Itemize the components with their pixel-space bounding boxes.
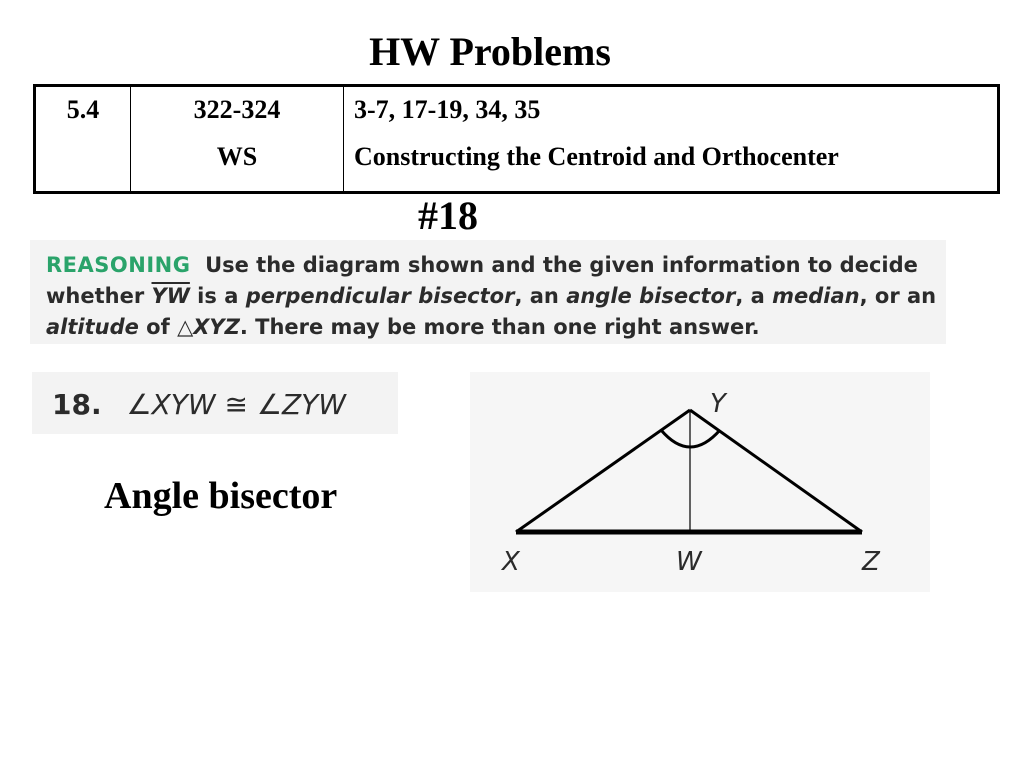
answer-text: Angle bisector [104,475,338,517]
exercise-number: 18. [52,388,102,421]
vertex-label-z: Z [862,547,880,577]
pages-cell [131,86,344,193]
term-altitude: altitude [46,315,139,339]
segment-name: $\overline{YW}$ [151,284,190,308]
reasoning-text: , an [514,284,567,308]
reasoning-text: Use the diagram shown and the given information to decide [205,253,918,277]
triangle-svg [470,372,930,592]
section-cell [35,86,131,193]
vertex-label-x: X [502,547,520,577]
section-number: 5.4 [66,95,100,124]
triangle-name: △XYZ [177,315,240,339]
problem-heading: #18 [418,193,478,238]
homework-table [33,84,1000,194]
side-yz [690,410,862,532]
reasoning-line-3 [46,312,946,343]
table-row [35,86,999,193]
exercise-prompt [32,372,398,434]
reasoning-text: of [138,315,178,339]
worksheet-topic: Constructing the Centroid and Orthocenter [354,142,839,171]
side-xy [516,410,690,532]
problems-cell [344,86,999,193]
page-range: 322-324 [193,95,281,124]
exercise-statement: ∠XYW ≅ ∠ZYW [126,388,346,421]
vertex-label-y: Y [710,389,726,419]
point-label-w: W [676,547,702,577]
reasoning-text: , a [735,284,773,308]
reasoning-text: is a [189,284,246,308]
reasoning-tag: REASONING [46,253,191,277]
problem-list: 3-7, 17-19, 34, 35 [354,95,541,124]
worksheet-label: WS [216,142,258,171]
page-title: HW Problems [369,29,611,74]
term-median: median [772,284,860,308]
reasoning-text: , or an [859,284,937,308]
term-angle-bisector: angle bisector [566,284,736,308]
reasoning-text: . There may be more than one right answer. [239,315,760,339]
term-perpendicular-bisector: perpendicular bisector [245,284,515,308]
reasoning-line-1 [46,250,946,281]
triangle-diagram [470,372,930,592]
reasoning-instructions [30,240,946,344]
reasoning-line-2 [46,281,946,312]
reasoning-text: whether [46,284,152,308]
